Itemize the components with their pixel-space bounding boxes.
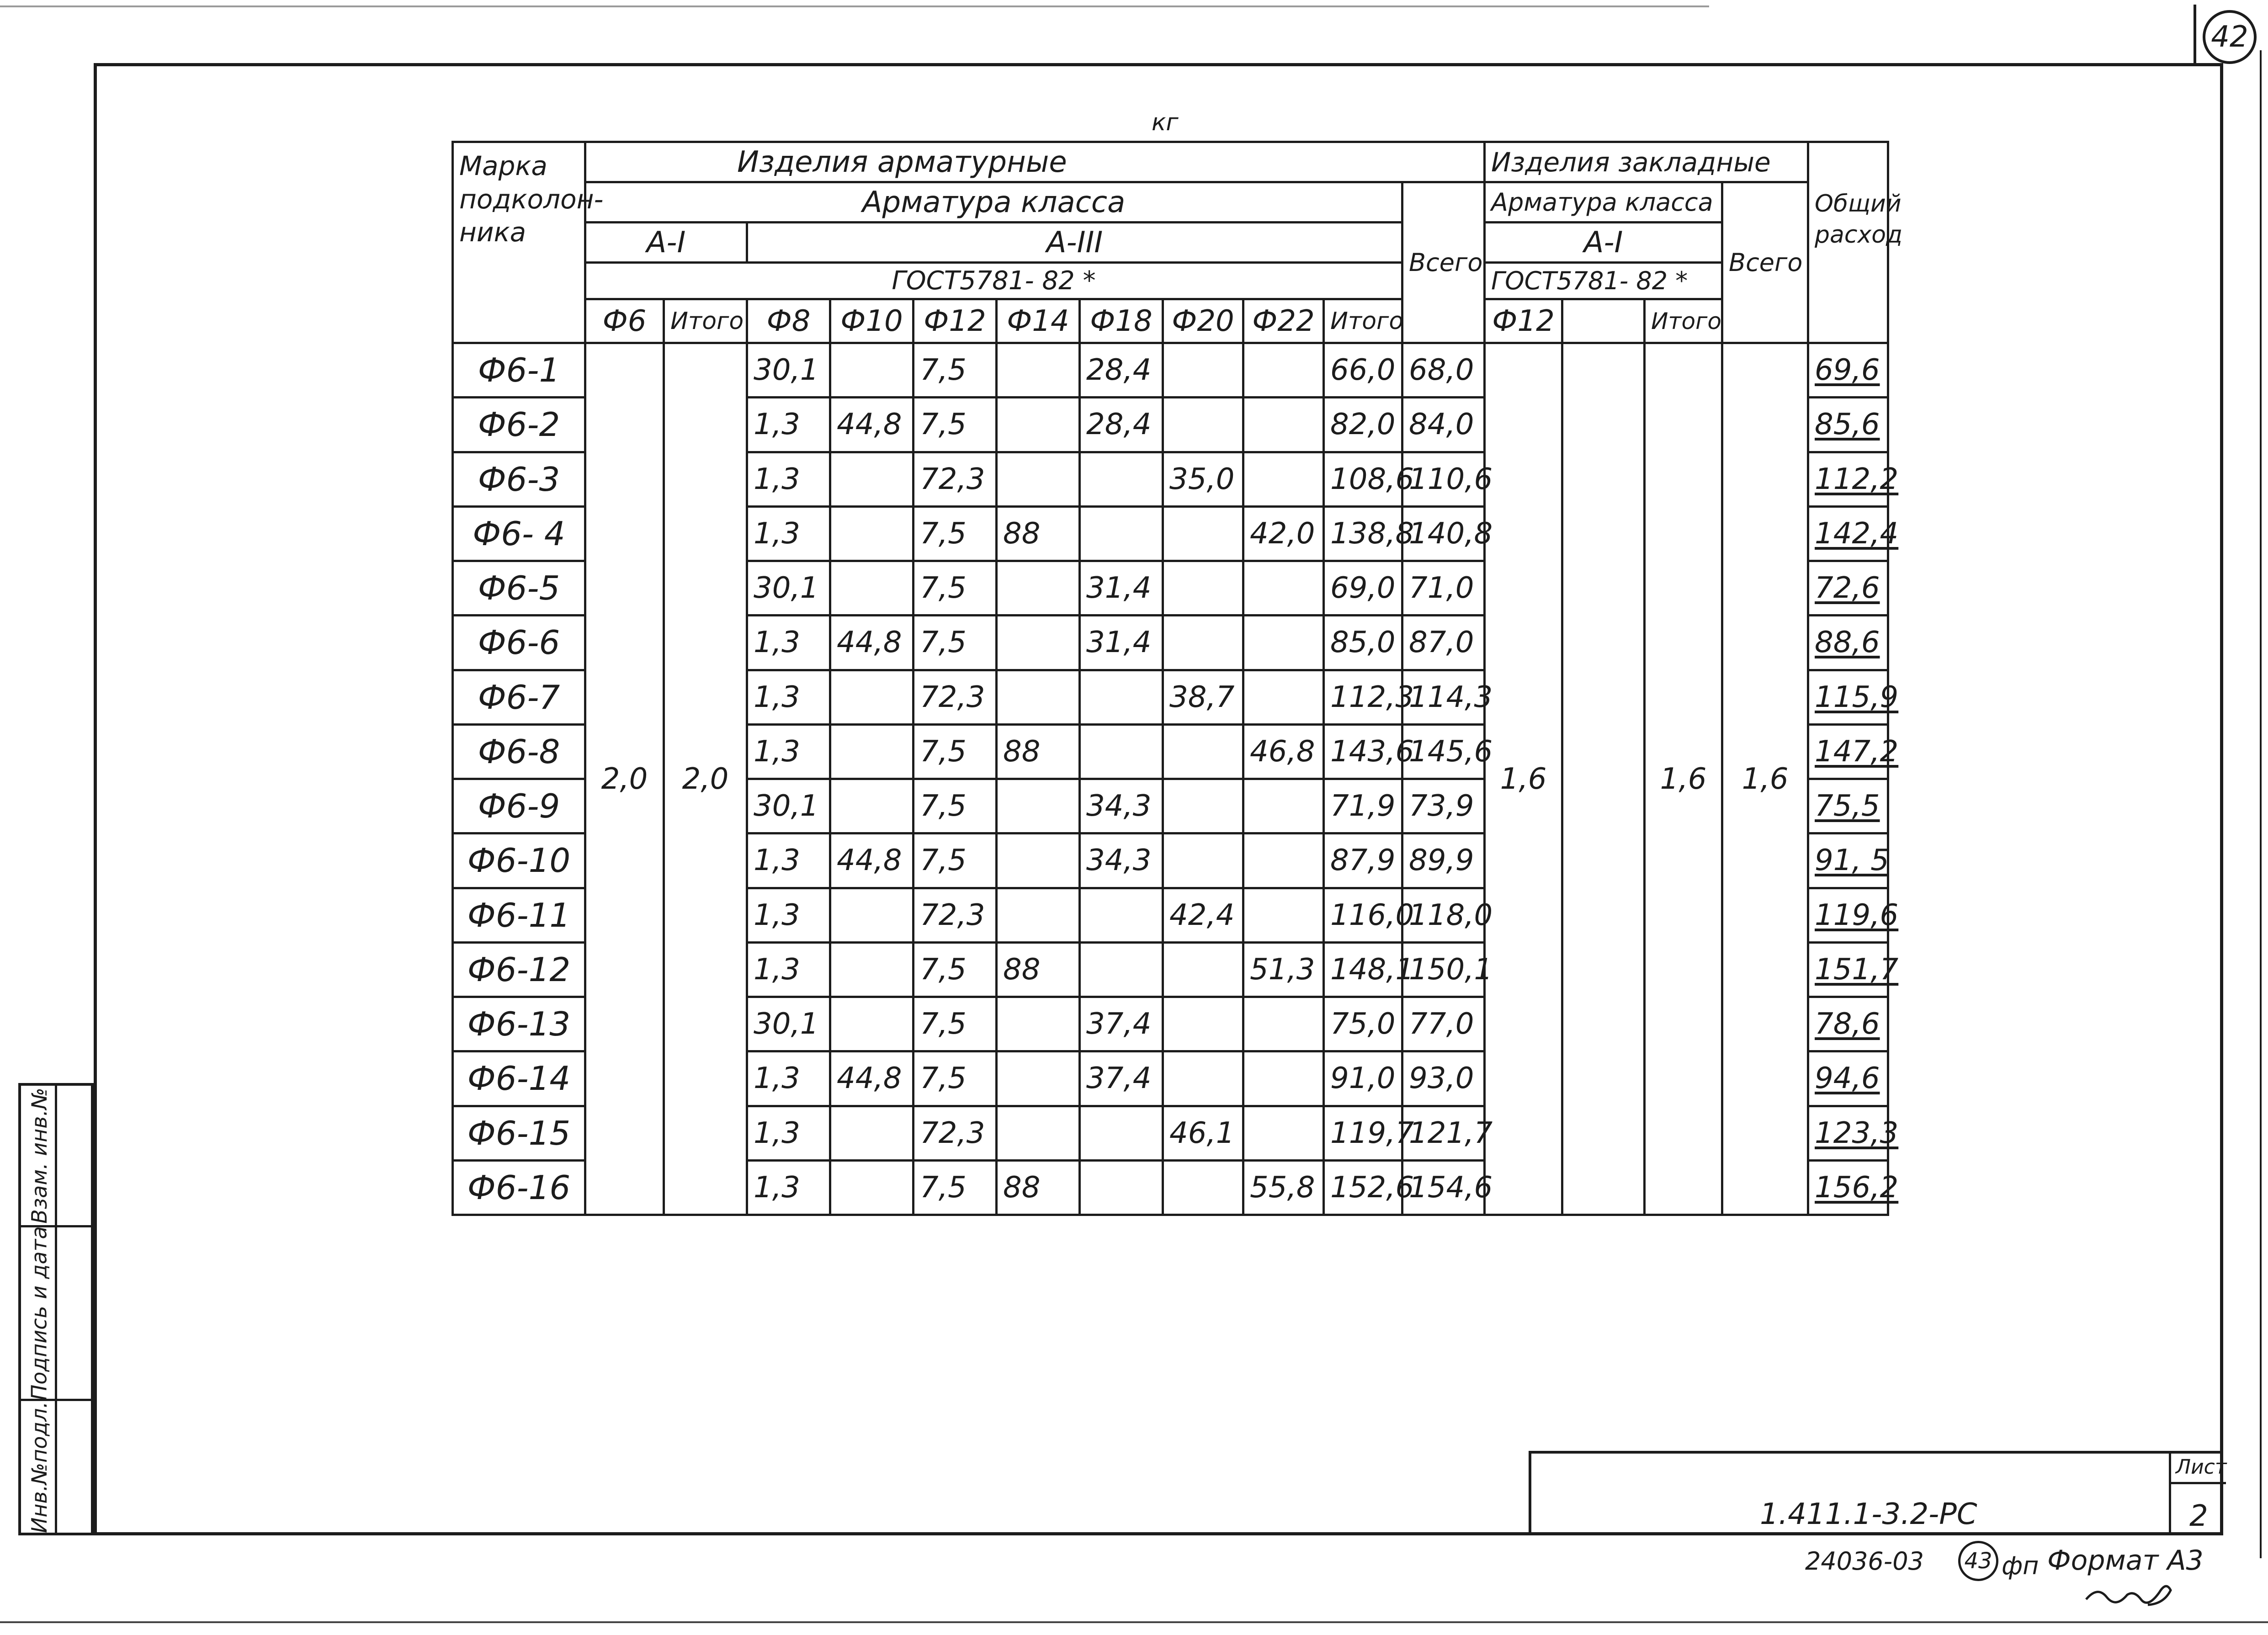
- diameter-header: Ф12: [914, 299, 997, 343]
- row-mark: Ф6-3: [453, 452, 585, 506]
- cell-itogo: 87,9: [1324, 833, 1402, 888]
- cell-itogo: 152,6: [1324, 1160, 1402, 1215]
- cell-total: 91, 5: [1808, 833, 1888, 888]
- circled-number: 43: [1958, 1541, 1998, 1581]
- cell-vsego: 121,7: [1402, 1106, 1485, 1160]
- cell-d8: 30,1: [747, 561, 830, 616]
- side-stamp-sign-date: Подпись и дата: [21, 1227, 58, 1401]
- row-mark: Ф6-13: [453, 997, 585, 1051]
- cell-total: 69,6: [1808, 343, 1888, 398]
- cell-d22: [1243, 616, 1324, 670]
- archive-number: 24036-03: [1805, 1547, 1924, 1576]
- sheet-bottom-edge: [0, 1621, 2268, 1623]
- cell-d8: 30,1: [747, 343, 830, 398]
- row-mark: Ф6-7: [453, 670, 585, 724]
- cell-vsego: 77,0: [1402, 997, 1485, 1051]
- a1-total-value: 2,0: [664, 343, 747, 1215]
- cell-d20: 46,1: [1163, 1106, 1243, 1160]
- cell-d22: [1243, 343, 1324, 398]
- cell-total: 156,2: [1808, 1160, 1888, 1215]
- cell-total: 147,2: [1808, 724, 1888, 779]
- cell-d10: [830, 779, 914, 833]
- cell-d10: [830, 942, 914, 997]
- row-mark: Ф6-12: [453, 942, 585, 997]
- cell-d10: [830, 997, 914, 1051]
- diameter-header: Ф14: [997, 299, 1080, 343]
- embedded-diameter-header: [1562, 299, 1645, 343]
- cell-d12: 72,3: [914, 452, 997, 506]
- cell-total: 78,6: [1808, 997, 1888, 1051]
- cell-d22: [1243, 1051, 1324, 1106]
- cell-d10: [830, 670, 914, 724]
- cell-d8: 1,3: [747, 888, 830, 942]
- cell-d8: 30,1: [747, 997, 830, 1051]
- sheet-right-edge: [2260, 50, 2262, 1558]
- cell-total: 72,6: [1808, 561, 1888, 616]
- cell-d12: 72,3: [914, 670, 997, 724]
- cell-d10: 44,8: [830, 616, 914, 670]
- title-block: [1529, 1451, 2227, 1535]
- diameter-header: Ф10: [830, 299, 914, 343]
- cell-vsego: 110,6: [1402, 452, 1485, 506]
- cell-vsego: 145,6: [1402, 724, 1485, 779]
- embedded-d12-value: 1,6: [1485, 343, 1562, 1215]
- cell-d20: [1163, 833, 1243, 888]
- class-a3-header: А-III: [747, 223, 1402, 263]
- row-mark: Ф6-9: [453, 779, 585, 833]
- cell-itogo: 143,6: [1324, 724, 1402, 779]
- cell-d14: [997, 670, 1080, 724]
- cell-itogo: 91,0: [1324, 1051, 1402, 1106]
- cell-total: 112,2: [1808, 452, 1888, 506]
- embedded-class-a1-header: А-I: [1485, 223, 1722, 263]
- cell-d20: [1163, 561, 1243, 616]
- cell-d8: 30,1: [747, 779, 830, 833]
- cell-d10: [830, 1160, 914, 1215]
- side-stamp-inv-no: Инв.№подл.: [27, 1401, 52, 1534]
- cell-d22: [1243, 398, 1324, 452]
- cell-d20: [1163, 997, 1243, 1051]
- row-mark: Ф6-5: [453, 561, 585, 616]
- cell-d8: 1,3: [747, 670, 830, 724]
- cell-d22: [1243, 833, 1324, 888]
- cell-d8: 1,3: [747, 616, 830, 670]
- cell-itogo: 71,9: [1324, 779, 1402, 833]
- cell-d8: 1,3: [747, 452, 830, 506]
- row-mark: Ф6-15: [453, 1106, 585, 1160]
- row-mark: Ф6-6: [453, 616, 585, 670]
- cell-d8: 1,3: [747, 833, 830, 888]
- reinforcement-spec-table: [451, 141, 1903, 1216]
- cell-d14: [997, 343, 1080, 398]
- cell-d12: 7,5: [914, 724, 997, 779]
- cell-vsego: 87,0: [1402, 616, 1485, 670]
- cell-total: 85,6: [1808, 398, 1888, 452]
- diameter-header: Итого: [664, 299, 747, 343]
- cell-d18: [1080, 724, 1163, 779]
- cell-d12: 7,5: [914, 561, 997, 616]
- cell-d10: 44,8: [830, 1051, 914, 1106]
- diameter-header: Ф8: [747, 299, 830, 343]
- cell-d18: 28,4: [1080, 398, 1163, 452]
- cell-itogo: 148,1: [1324, 942, 1402, 997]
- cell-vsego: 150,1: [1402, 942, 1485, 997]
- page-number-divider: [2194, 5, 2196, 64]
- cell-d20: [1163, 942, 1243, 997]
- cell-d20: [1163, 1051, 1243, 1106]
- cell-d8: 1,3: [747, 506, 830, 561]
- cell-d20: 42,4: [1163, 888, 1243, 942]
- cell-d12: 7,5: [914, 1160, 997, 1215]
- cell-total: 94,6: [1808, 1051, 1888, 1106]
- sheet-label: Лист: [2176, 1455, 2227, 1479]
- cell-itogo: 82,0: [1324, 398, 1402, 452]
- cell-d20: 38,7: [1163, 670, 1243, 724]
- cell-itogo: 112,3: [1324, 670, 1402, 724]
- cell-d18: [1080, 1106, 1163, 1160]
- row-mark: Ф6-1: [453, 343, 585, 398]
- reinforcement-group-header: Изделия арматурные: [585, 142, 1485, 182]
- cell-d14: 88: [997, 1160, 1080, 1215]
- cell-itogo: 85,0: [1324, 616, 1402, 670]
- row-mark: Ф6-16: [453, 1160, 585, 1215]
- cell-d8: 1,3: [747, 942, 830, 997]
- title-block-sheet-line: [2169, 1482, 2226, 1484]
- cell-d22: 42,0: [1243, 506, 1324, 561]
- cell-d20: [1163, 343, 1243, 398]
- diameter-header: Ф22: [1243, 299, 1324, 343]
- embedded-class-subheader: Арматура класса: [1485, 182, 1722, 223]
- cell-d12: 72,3: [914, 888, 997, 942]
- cell-total: 88,6: [1808, 616, 1888, 670]
- cell-d8: 1,3: [747, 1106, 830, 1160]
- cell-itogo: 116,0: [1324, 888, 1402, 942]
- cell-d22: [1243, 452, 1324, 506]
- cell-d18: 28,4: [1080, 343, 1163, 398]
- cell-d10: [830, 343, 914, 398]
- side-stamp: [18, 1083, 94, 1535]
- cell-d14: [997, 997, 1080, 1051]
- embedded-empty: [1562, 343, 1645, 1215]
- initials: фп: [2002, 1551, 2039, 1580]
- cell-d22: [1243, 997, 1324, 1051]
- cell-d22: [1243, 1106, 1324, 1160]
- embedded-total-header: Всего: [1722, 182, 1808, 343]
- a1-d6-value: 2,0: [585, 343, 664, 1215]
- cell-d12: 7,5: [914, 997, 997, 1051]
- cell-d22: 46,8: [1243, 724, 1324, 779]
- cell-d12: 7,5: [914, 833, 997, 888]
- cell-total: 151,7: [1808, 942, 1888, 997]
- cell-d14: 88: [997, 942, 1080, 997]
- cell-total: 123,3: [1808, 1106, 1888, 1160]
- cell-vsego: 140,8: [1402, 506, 1485, 561]
- cell-d22: 55,8: [1243, 1160, 1324, 1215]
- cell-d10: [830, 506, 914, 561]
- cell-d10: [830, 561, 914, 616]
- embedded-total-value: 1,6: [1722, 343, 1808, 1215]
- cell-d10: [830, 452, 914, 506]
- cell-d14: [997, 1051, 1080, 1106]
- cell-itogo: 138,8: [1324, 506, 1402, 561]
- sheet-number: 2: [2189, 1499, 2208, 1533]
- cell-d20: [1163, 616, 1243, 670]
- side-stamp-value-cell: [57, 1086, 94, 1227]
- cell-d18: 34,3: [1080, 833, 1163, 888]
- cell-vsego: 114,3: [1402, 670, 1485, 724]
- cell-d18: [1080, 888, 1163, 942]
- sheet-top-edge: [0, 5, 1709, 7]
- cell-d12: 7,5: [914, 1051, 997, 1106]
- cell-d18: 37,4: [1080, 1051, 1163, 1106]
- cell-d12: 7,5: [914, 616, 997, 670]
- cell-d18: [1080, 670, 1163, 724]
- page-number: 42: [2203, 10, 2257, 64]
- cell-itogo: 75,0: [1324, 997, 1402, 1051]
- cell-vsego: 154,6: [1402, 1160, 1485, 1215]
- cell-d12: 7,5: [914, 343, 997, 398]
- cell-d14: [997, 398, 1080, 452]
- cell-d8: 1,3: [747, 1160, 830, 1215]
- diameter-header: Итого: [1324, 299, 1402, 343]
- cell-d8: 1,3: [747, 1051, 830, 1106]
- cell-itogo: 66,0: [1324, 343, 1402, 398]
- cell-d12: 7,5: [914, 398, 997, 452]
- cell-d10: [830, 1106, 914, 1160]
- side-stamp-labels: [21, 1086, 57, 1533]
- cell-d20: [1163, 398, 1243, 452]
- row-mark: Ф6-8: [453, 724, 585, 779]
- cell-d22: [1243, 561, 1324, 616]
- cell-itogo: 119,7: [1324, 1106, 1402, 1160]
- cell-d20: [1163, 724, 1243, 779]
- cell-total: 119,6: [1808, 888, 1888, 942]
- cell-vsego: 84,0: [1402, 398, 1485, 452]
- cell-d14: [997, 616, 1080, 670]
- cell-total: 75,5: [1808, 779, 1888, 833]
- cell-d12: 7,5: [914, 942, 997, 997]
- cell-d12: 7,5: [914, 779, 997, 833]
- class-subheader: Арматура класса: [585, 182, 1402, 223]
- cell-d20: [1163, 779, 1243, 833]
- cell-d14: [997, 1106, 1080, 1160]
- cell-d14: [997, 779, 1080, 833]
- side-stamp-swap-inv: Взам. инв.№: [21, 1086, 58, 1227]
- cell-d8: 1,3: [747, 398, 830, 452]
- cell-vsego: 68,0: [1402, 343, 1485, 398]
- diameter-header: Ф6: [585, 299, 664, 343]
- side-stamp-values: [57, 1086, 91, 1533]
- cell-vsego: 89,9: [1402, 833, 1485, 888]
- col-mark-header: Марка подколон- ника: [453, 142, 585, 343]
- cell-d10: 44,8: [830, 398, 914, 452]
- row-mark: Ф6-11: [453, 888, 585, 942]
- cell-itogo: 69,0: [1324, 561, 1402, 616]
- embedded-diameter-header: Итого: [1645, 299, 1722, 343]
- table-row: [453, 343, 1888, 398]
- embedded-gost-header: ГОСТ5781- 82 *: [1485, 263, 1722, 299]
- embedded-itogo-value: 1,6: [1645, 343, 1722, 1215]
- cell-d14: 88: [997, 506, 1080, 561]
- diameter-header: Ф20: [1163, 299, 1243, 343]
- document-code: 1.411.1-3.2-РС: [1760, 1497, 1977, 1531]
- cell-total: 115,9: [1808, 670, 1888, 724]
- cell-d18: [1080, 506, 1163, 561]
- embedded-diameter-header: Ф12: [1485, 299, 1562, 343]
- cell-d22: 51,3: [1243, 942, 1324, 997]
- cell-vsego: 93,0: [1402, 1051, 1485, 1106]
- total-header: Всего: [1402, 182, 1485, 343]
- cell-d20: [1163, 506, 1243, 561]
- cell-d14: [997, 561, 1080, 616]
- cell-d20: [1163, 1160, 1243, 1215]
- cell-d18: [1080, 452, 1163, 506]
- cell-d10: [830, 888, 914, 942]
- handwritten-signature: [2084, 1577, 2175, 1608]
- cell-total: 142,4: [1808, 506, 1888, 561]
- cell-d18: 31,4: [1080, 616, 1163, 670]
- cell-d10: [830, 724, 914, 779]
- cell-d22: [1243, 888, 1324, 942]
- overall-header: Общий расход: [1808, 142, 1888, 343]
- cell-d22: [1243, 670, 1324, 724]
- cell-d8: 1,3: [747, 724, 830, 779]
- embedded-group-header: Изделия закладные: [1485, 142, 1808, 182]
- title-block-divider: [2169, 1454, 2171, 1535]
- cell-d12: 72,3: [914, 1106, 997, 1160]
- cell-d18: 34,3: [1080, 779, 1163, 833]
- cell-d14: [997, 888, 1080, 942]
- cell-d14: [997, 452, 1080, 506]
- gost-header: ГОСТ5781- 82 *: [585, 263, 1402, 299]
- cell-d10: 44,8: [830, 833, 914, 888]
- format-label: Формат А3: [2047, 1545, 2204, 1577]
- cell-d14: 88: [997, 724, 1080, 779]
- cell-d12: 7,5: [914, 506, 997, 561]
- cell-d20: 35,0: [1163, 452, 1243, 506]
- row-mark: Ф6-2: [453, 398, 585, 452]
- unit-label: кг: [1152, 109, 1179, 136]
- cell-d22: [1243, 779, 1324, 833]
- row-mark: Ф6-10: [453, 833, 585, 888]
- cell-d18: [1080, 942, 1163, 997]
- diameter-header: Ф18: [1080, 299, 1163, 343]
- cell-d18: [1080, 1160, 1163, 1215]
- row-mark: Ф6- 4: [453, 506, 585, 561]
- cell-d18: 37,4: [1080, 997, 1163, 1051]
- cell-vsego: 71,0: [1402, 561, 1485, 616]
- cell-itogo: 108,6: [1324, 452, 1402, 506]
- cell-vsego: 73,9: [1402, 779, 1485, 833]
- cell-d14: [997, 833, 1080, 888]
- cell-d18: 31,4: [1080, 561, 1163, 616]
- row-mark: Ф6-14: [453, 1051, 585, 1106]
- cell-vsego: 118,0: [1402, 888, 1485, 942]
- side-stamp-value-cell: [57, 1227, 94, 1401]
- class-a1-header: А-I: [585, 223, 747, 263]
